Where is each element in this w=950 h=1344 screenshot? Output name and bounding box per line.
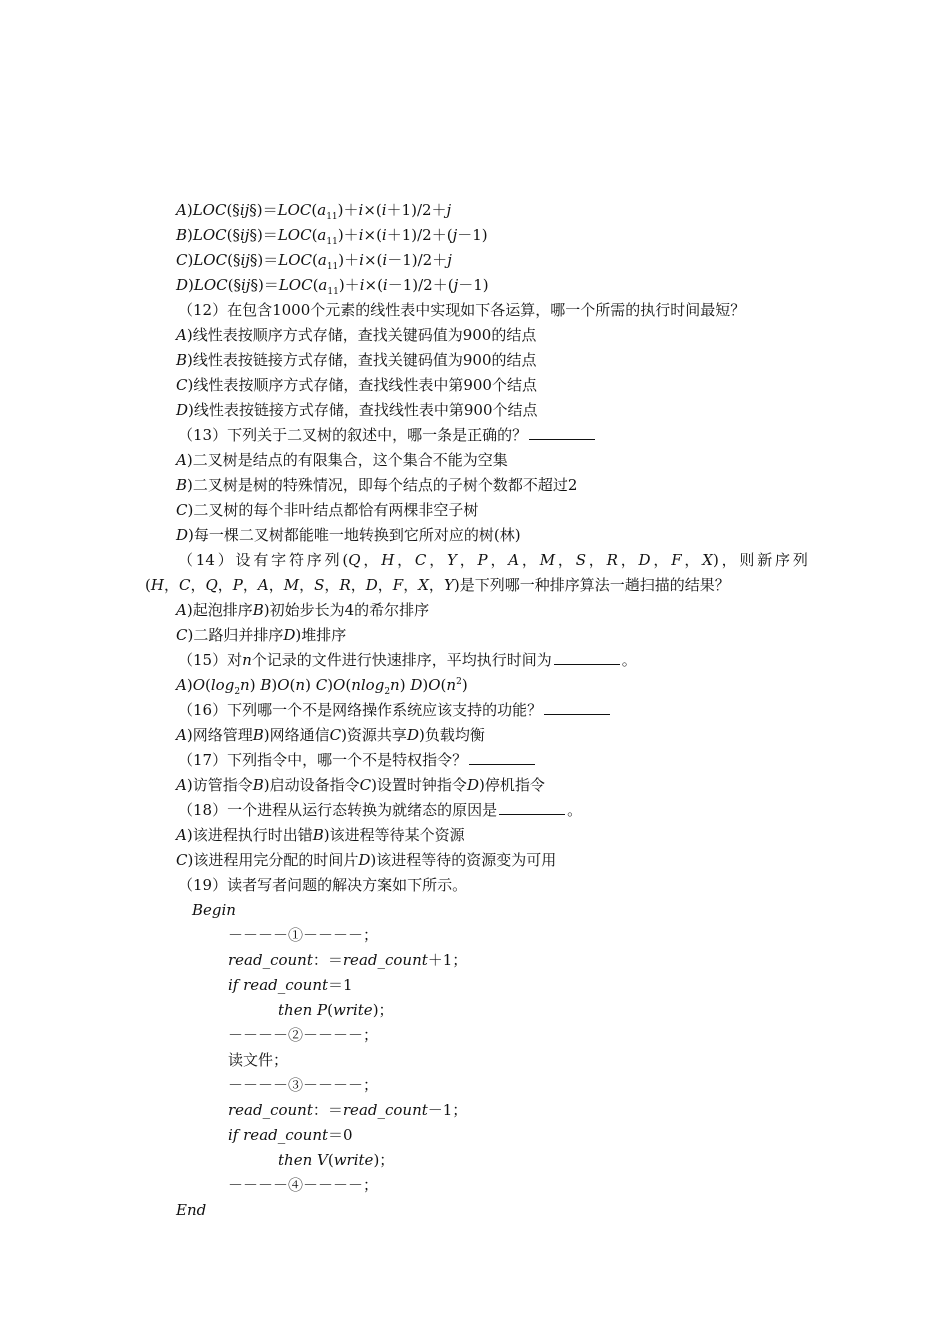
- q13-option-c: C)二叉树的每个非叶结点都恰有两棵非空子树: [176, 501, 479, 519]
- code-blank-2: －－－－②－－－－；: [228, 1026, 379, 1044]
- q15-stem-end: 。: [621, 651, 637, 669]
- code-decrement: read_count：＝read_count－1；: [228, 1101, 468, 1119]
- q13-stem: [178, 423, 818, 447]
- answer-blank: [554, 650, 620, 665]
- q14-options-cd: C)二路归并排序D)堆排序: [176, 626, 347, 644]
- q14-stem-line2: (H，C，Q，P，A，M，S，R，D，F，X，Y)是下列哪一种排序算法一趟扫描的结果？: [145, 576, 730, 594]
- q18-options-ab: A)该进程执行时出错B)该进程等待某个资源: [176, 826, 465, 844]
- q12-option-d: D)线性表按链接方式存储，查找线性表中第900个结点: [176, 401, 538, 419]
- q12-option-b: B)线性表按链接方式存储，查找关键码值为900的结点: [176, 351, 537, 369]
- q11-option-b: $B)LOC(\S ij\S)=LOC(a_{11})+i\times(i+1)/2+(j-1)$: [176, 226, 488, 247]
- q18-stem-end: 。: [567, 801, 583, 819]
- q16-stem-text: （16）下列哪一个不是网络操作系统应该支持的功能？: [178, 701, 543, 719]
- q14-stem-line1: （14）设有字符序列(Q，H，C，Y，P，A，M，S，R，D，F，X)，则新序列: [178, 551, 808, 569]
- code-blank-3: －－－－③－－－－；: [228, 1076, 379, 1094]
- code-if-2: if read_count＝0: [228, 1126, 353, 1144]
- code-blank-4: －－－－④－－－－；: [228, 1176, 379, 1194]
- q15-stem: [178, 648, 818, 672]
- code-then-1: then P(write)；: [278, 1001, 394, 1019]
- q11-option-d: $D)LOC(\S ij\S)=LOC(a_{11})+i\times(i-1)/2+(j-1)$: [176, 276, 489, 297]
- q12-option-a: A)线性表按顺序方式存储，查找关键码值为900的结点: [176, 326, 537, 344]
- q17-options: A)访管指令B)启动设备指令C)设置时钟指令D)停机指令: [176, 776, 545, 794]
- code-blank-1: －－－－①－－－－；: [228, 926, 379, 944]
- q17-stem-text: （17）下列指令中，哪一个不是特权指令？: [178, 751, 468, 769]
- answer-blank: [469, 750, 535, 765]
- q11-option-c: $C)LOC(\S ij\S)=LOC(a_{11})+i\times(i-1)/2+j$: [176, 251, 452, 272]
- q16-options: A)网络管理B)网络通信C)资源共享D)负载均衡: [176, 726, 485, 744]
- q19-stem: （19）读者写者问题的解决方案如下所示。: [178, 876, 468, 894]
- q18-stem-text: （18）一个进程从运行态转换为就绪态的原因是: [178, 801, 498, 819]
- q11-option-a: $A)LOC(\S ij\S)=LOC(a_{11})+i\times(i+1)/2+j$: [176, 201, 452, 222]
- q12-option-c: C)线性表按顺序方式存储，查找线性表中第900个结点: [176, 376, 537, 394]
- answer-blank: [544, 700, 610, 715]
- q16-stem: [178, 698, 818, 722]
- q13-option-d: D)每一棵二叉树都能唯一地转换到它所对应的树(林): [176, 526, 521, 544]
- code-end: End: [176, 1201, 207, 1219]
- q13-stem-text: （13）下列关于二叉树的叙述中，哪一条是正确的？: [178, 426, 528, 444]
- code-then-2: then V(write)；: [278, 1151, 395, 1169]
- q13-option-a: A)二叉树是结点的有限集合，这个集合不能为空集: [176, 451, 508, 469]
- q13-option-b: B)二叉树是树的特殊情况，即每个结点的子树个数都不超过2: [176, 476, 578, 494]
- code-increment: read_count：＝read_count＋1；: [228, 951, 468, 969]
- q15-options: $A)O(\log_2n)$ B)O(n) C)O(nlog$_2$n) $D)O(n^2)$: [176, 676, 468, 697]
- q18-options-cd: C)该进程用完分配的时间片D)该进程等待的资源变为可用: [176, 851, 557, 869]
- code-begin: Begin: [192, 901, 236, 919]
- code-if-1: if read_count＝1: [228, 976, 353, 994]
- q17-stem: [178, 748, 818, 772]
- code-read-file: 读文件；: [228, 1051, 289, 1069]
- q18-stem: [178, 798, 818, 822]
- q14-options-ab: A)起泡排序B)初始步长为4的希尔排序: [176, 601, 430, 619]
- answer-blank: [529, 425, 595, 440]
- answer-blank: [499, 800, 565, 815]
- q15-stem-text: （15）对n个记录的文件进行快速排序，平均执行时间为: [178, 651, 552, 669]
- q12-stem: （12）在包含1000个元素的线性表中实现如下各运算，哪一个所需的执行时间最短？: [178, 301, 746, 319]
